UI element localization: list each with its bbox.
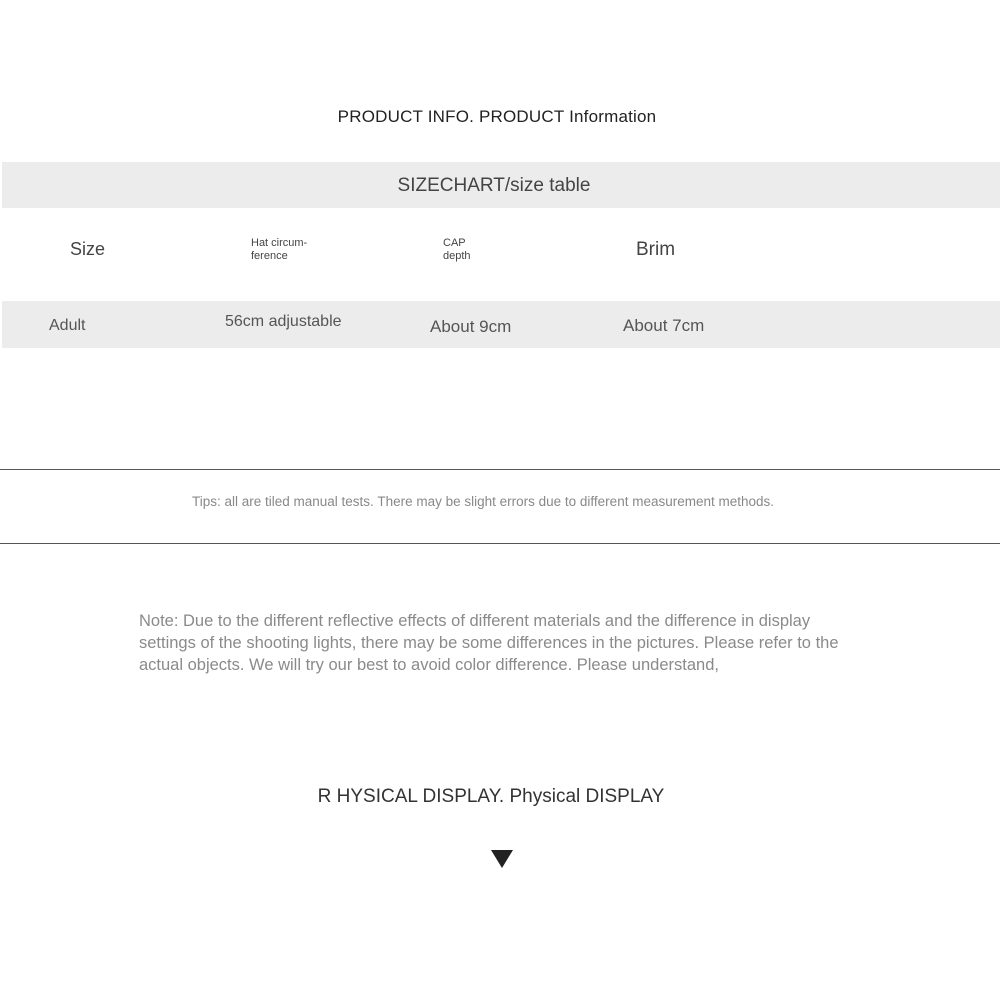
cell-hat-circumference: 56cm adjustable <box>225 313 342 330</box>
physical-display-title: R HYSICAL DISPLAY. Physical DISPLAY <box>317 786 665 807</box>
column-header-size: Size <box>70 239 106 259</box>
down-triangle-icon <box>491 850 513 868</box>
column-header-cap-depth: CAP depth <box>443 237 471 262</box>
cell-brim: About 7cm <box>623 316 705 335</box>
cell-size: Adult <box>49 317 86 334</box>
divider-bottom <box>0 543 1000 544</box>
page-title: PRODUCT INFO. PRODUCT Information <box>337 107 657 126</box>
cell-cap-depth: About 9cm <box>430 317 512 336</box>
tips-text: Tips: all are tiled manual tests. There may be slight errors due to different measurement methods. <box>191 494 775 509</box>
size-chart-title: SIZECHART/size table <box>397 175 591 196</box>
column-header-brim: Brim <box>636 239 676 260</box>
column-header-hat-circumference: Hat circum- ference <box>251 237 308 262</box>
note-text: Note: Due to the different reflective effects of different materials and the difference in display settings of the shooting lights, there may be some differences in the pictures. Please refer to the actual objects. We will try our best to avoid color difference. Please understand, <box>139 612 839 674</box>
divider-top <box>0 469 1000 470</box>
